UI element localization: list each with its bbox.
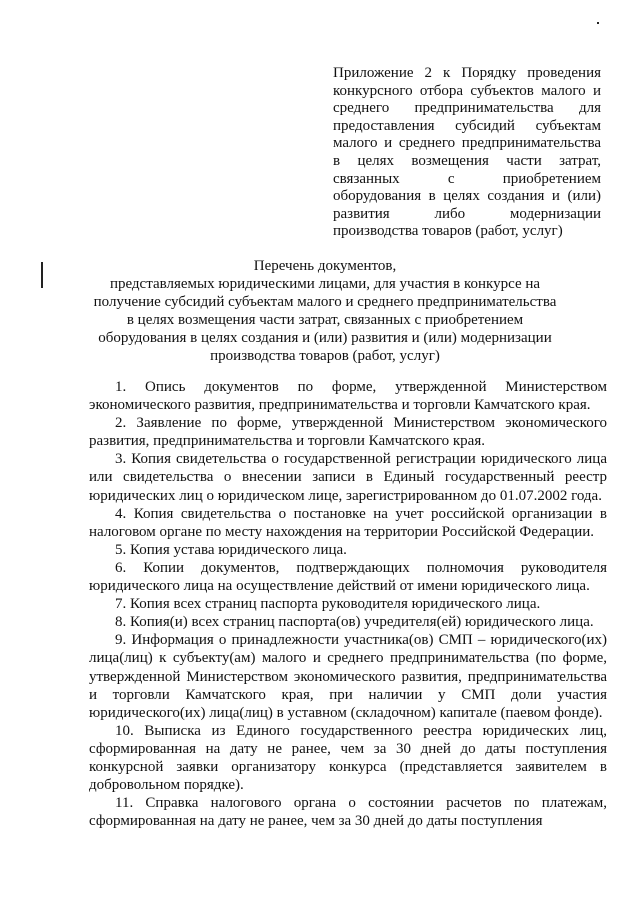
list-item-1: 1. Опись документов по форме, утвержденной Министерством экономического развития, предпринимательства и торговли Камчатского края. (89, 379, 607, 414)
list-item-3: 3. Копия свидетельства о государственной регистрации юридического лица или свидетельства о внесении записи в Единый государственный реестр юридических лиц о юридическом лице, зарегистрированном до 01.07.2002 года. (89, 451, 607, 504)
list-item-8: 8. Копия(и) всех страниц паспорта(ов) учредителя(ей) юридического лица. (115, 614, 594, 631)
list-item-6: 6. Копии документов, подтверждающих полномочия руководителя юридического лица на осуществление действий от имени юридического лица. (89, 559, 607, 595)
list-item-9: 9. Информация о принадлежности участника(ов) СМП – юридического(их) лица(лиц) к субъекту(ам) малого и среднего предпринимательства (по форме, утвержденной Министерством экономического развития, предпринимательства и торговли Камчатского края, при наличии у СМП доли участия юридического(их) лица(лиц) в уставном (складочном) капитале (паевом фонде). (89, 632, 607, 721)
list-item-11: 11. Справка налогового органа о состоянии расчетов по платежам, сформированная на дату не ранее, чем за 30 дней до даты поступления (89, 795, 607, 830)
appendix-header: Приложение 2 к Порядку проведения конкурсного отбора субъектов малого и среднего предпринимательства для предоставления субсидий субъектам малого и среднего предпринимательства в целях возмещения части затрат, связанных с приобретением оборудования в целях создания и (или) развития либо модернизации производства товаров (работ, услуг) (333, 65, 601, 240)
list-item-2: 2. Заявление по форме, утвержденной Министерством экономического развития, предпринимательства и торговли Камчатского края. (89, 415, 607, 450)
list-item-5: 5. Копия устава юридического лица. (115, 541, 347, 558)
list-item-4: 4. Копия свидетельства о постановке на учет российской организации в налоговом органе по месту нахождения на территории Российской Федерации. (89, 505, 607, 540)
scan-speck (597, 22, 599, 24)
documents-list (89, 378, 607, 830)
title-line-1: Перечень документов, (253, 258, 397, 274)
list-item-10: 10. Выписка из Единого государственного реестра юридических лиц, сформированная на дату не ранее, чем за 30 дней до даты поступления конкурсной заявки организатору конкурса (представляется заявителем в добровольном порядке). (89, 722, 607, 794)
title-body: представляемых юридическими лицами, для участия в конкурсе на получение субсидий субъектам малого и среднего предпринимательства в целях возмещения части затрат, связанных с приобретением оборудования в целях создания и (или) развития и (или) модернизации производства товаров (работ, услуг) (93, 276, 557, 364)
margin-mark (41, 262, 43, 288)
list-item-7: 7. Копия всех страниц паспорта руководителя юридического лица. (115, 596, 541, 613)
document-title (90, 257, 560, 365)
